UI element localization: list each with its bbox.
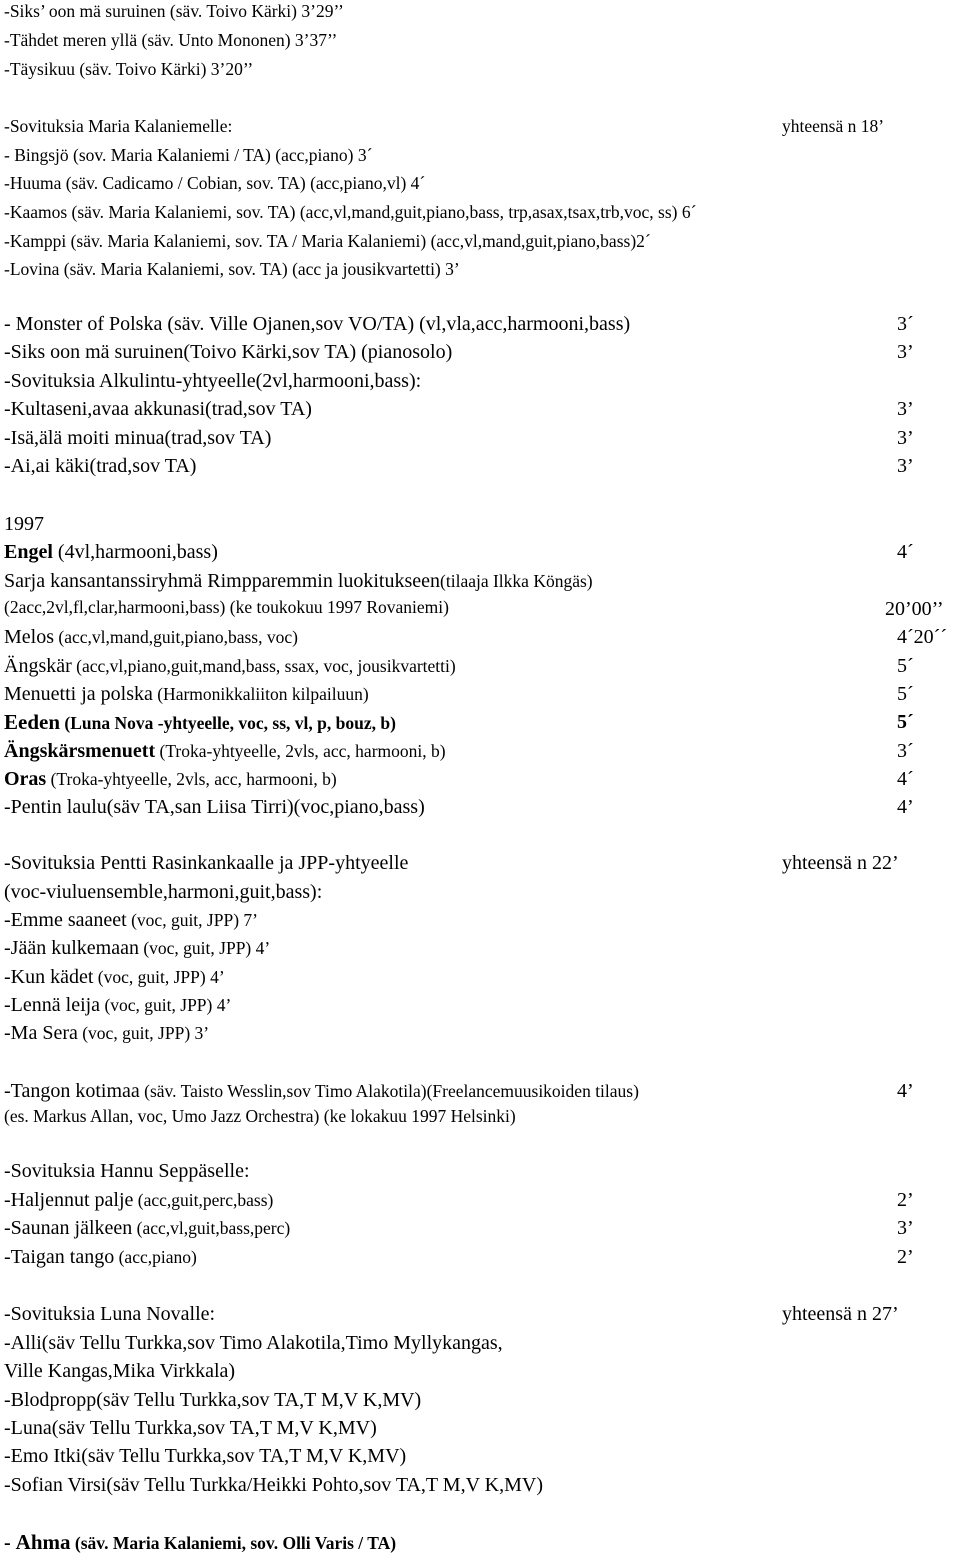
duration: 3’	[897, 427, 914, 449]
total-luna-nova: yhteensä n 27’	[782, 1303, 899, 1325]
line-text: -Ai,ai käki(trad,sov TA)	[4, 455, 197, 477]
work-details: (voc, guit, JPP) 7’	[126, 910, 258, 930]
line-text: -Sovituksia Maria Kalaniemelle:	[4, 116, 233, 136]
work-title: Ängskär	[4, 655, 72, 677]
line-alli	[4, 1333, 503, 1353]
line-alli-cont	[4, 1361, 235, 1381]
duration: 3´	[897, 313, 914, 335]
line-siks-oon-pianosolo	[4, 342, 452, 362]
line-text: -Luna(säv Tellu Turkka,sov TA,T M,V K,MV)	[4, 1417, 377, 1439]
line-taigan-tango	[4, 1247, 197, 1267]
line-emme-saaneet	[4, 910, 258, 930]
work-details: (acc,guit,perc,bass)	[133, 1190, 274, 1210]
line-emo-itki	[4, 1446, 406, 1466]
line-isa-ala-moiti	[4, 428, 271, 448]
work-title: -Lennä leija	[4, 994, 101, 1016]
line-text: -Siks’ oon mä suruinen (säv. Toivo Kärki) 3’29’’	[4, 1, 344, 21]
line-text: -Isä,älä moiti minua(trad,sov TA)	[4, 427, 272, 449]
work-details: (4vl,harmooni,bass)	[52, 541, 218, 563]
work-details: (voc, guit, JPP) 3’	[77, 1023, 210, 1043]
line-text: Ville Kangas,Mika Virkkala)	[4, 1360, 236, 1382]
line-text: -Sovituksia Luna Novalle:	[4, 1303, 216, 1325]
work-details: (voc, guit, JPP) 4’	[138, 938, 271, 958]
work-details: (Luna Nova -yhtyeelle, voc, ss, vl, p, bouz, b)	[60, 713, 396, 733]
work-details: (voc, guit, JPP) 4’	[100, 995, 232, 1015]
line-text: -Siks oon mä suruinen(Toivo Kärki,sov TA) (pianosolo)	[4, 341, 453, 363]
line-kaamos	[4, 204, 696, 222]
line-sovituksia-rasinkangas	[4, 853, 408, 873]
line-pentin-laulu	[4, 797, 425, 817]
line-kamppi	[4, 233, 651, 251]
line-text: -Tähdet meren yllä (säv. Unto Mononen) 3’37’’	[4, 30, 338, 50]
line-text: -Kultaseni,avaa akkunasi(trad,sov TA)	[4, 398, 312, 420]
work-details: (säv. Taisto Wesslin,sov Timo Alakotila)(Freelancemuusikoiden tilaus)	[139, 1081, 639, 1101]
work-title: Ahma	[15, 1530, 71, 1554]
work-details: (acc,piano)	[114, 1247, 197, 1267]
work-title: -Kun kädet	[4, 966, 94, 988]
line-monster-of-polska	[4, 314, 630, 334]
line-text: -Pentin laulu(säv TA,san Liisa Tirri)(voc,piano,bass)	[4, 796, 425, 818]
line-saunan-jalkeen	[4, 1218, 290, 1238]
line-voc-viuluensemble	[4, 882, 322, 902]
duration: 5´	[897, 711, 914, 733]
line-menuetti-ja-polska	[4, 684, 369, 704]
line-text: - Bingsjö (sov. Maria Kalaniemi / TA) (acc,piano) 3´	[4, 145, 373, 165]
line-text: -Sofian Virsi(säv Tellu Turkka/Heikki Pohto,sov TA,T M,V K,MV)	[4, 1474, 543, 1496]
work-title: Engel	[4, 541, 53, 563]
line-markus-allan	[4, 1108, 516, 1126]
line-ahma	[4, 1532, 396, 1553]
work-details: (Harmonikkaliiton kilpailuun)	[152, 684, 369, 704]
duration: 4’	[897, 1080, 914, 1102]
line-text: (voc-viuluensemble,harmoni,guit,bass):	[4, 881, 323, 903]
work-title: Oras	[4, 768, 47, 790]
duration: 3´	[897, 740, 914, 762]
work-details: (acc,vl,guit,bass,perc)	[132, 1218, 291, 1238]
duration: 3’	[897, 455, 914, 477]
line-text: -Sovituksia Pentti Rasinkankaalle ja JPP-yhtyeelle	[4, 852, 409, 874]
line-text: -Kaamos (säv. Maria Kalaniemi, sov. TA) (acc,vl,mand,guit,piano,bass, trp,asax,tsax,trb,voc, ss) 6´	[4, 202, 697, 222]
line-kun-kadet	[4, 967, 225, 987]
line-text: -Emo Itki(säv Tellu Turkka,sov TA,T M,V K,MV)	[4, 1445, 407, 1467]
work-title: Eeden	[4, 710, 61, 734]
work-title: -Jään kulkemaan	[4, 937, 139, 959]
work-title: -Taigan tango	[4, 1246, 115, 1268]
line-ai-ai-kaki	[4, 456, 196, 476]
line-angskar	[4, 656, 456, 676]
line-oras	[4, 769, 337, 789]
total-kalaniemi: yhteensä n 18’	[782, 116, 885, 136]
work-title: -Haljennut palje	[4, 1189, 134, 1211]
line-text: -Alli(säv Tellu Turkka,sov Timo Alakotila,Timo Myllykangas,	[4, 1332, 503, 1354]
line-tahdet	[4, 32, 337, 50]
work-details: (säv. Maria Kalaniemi, sov. Olli Varis / TA)	[70, 1533, 397, 1553]
line-sovituksia-alkulintu	[4, 371, 421, 391]
line-text: -Kamppi (säv. Maria Kalaniemi, sov. TA / Maria Kalaniemi) (acc,vl,mand,guit,piano,bass)2´	[4, 231, 651, 251]
duration: 3’	[897, 1217, 914, 1239]
line-prefix: -	[4, 1532, 16, 1554]
line-taysikuu	[4, 61, 253, 79]
work-title: Sarja kansantanssiryhmä Rimpparemmin luokitukseen	[4, 570, 441, 592]
year-heading	[4, 514, 44, 534]
line-melos	[4, 627, 298, 647]
line-text: (2acc,2vl,fl,clar,harmooni,bass) (ke toukokuu 1997 Rovaniemi)	[4, 597, 449, 617]
line-blodpropp	[4, 1390, 421, 1410]
line-sofian-virsi	[4, 1475, 543, 1495]
work-title: -Saunan jälkeen	[4, 1217, 133, 1239]
work-title: -Tangon kotimaa	[4, 1080, 140, 1102]
line-haljennut-palje	[4, 1190, 273, 1210]
line-engel	[4, 542, 218, 562]
line-luna	[4, 1418, 377, 1438]
line-text: -Huuma (säv. Cadicamo / Cobian, sov. TA) (acc,piano,vl) 4´	[4, 173, 426, 193]
line-huuma	[4, 175, 425, 193]
line-text: (es. Markus Allan, voc, Umo Jazz Orchestra) (ke lokakuu 1997 Helsinki)	[4, 1106, 516, 1126]
work-title: Ängskärsmenuett	[4, 740, 156, 762]
work-details: (acc,vl,piano,guit,mand,bass, ssax, voc, jousikvartetti)	[71, 656, 456, 676]
line-text: -Sovituksia Alkulintu-yhtyeelle(2vl,harmooni,bass):	[4, 370, 422, 392]
duration: 2’	[897, 1189, 914, 1211]
duration: 20’00’’	[885, 598, 944, 620]
line-sovituksia-kalaniemelle	[4, 118, 232, 136]
work-details: (Troka-yhtyeelle, 2vls, acc, harmooni, b)	[155, 741, 446, 761]
line-sovituksia-luna-nova	[4, 1304, 215, 1324]
line-text: -Blodpropp(säv Tellu Turkka,sov TA,T M,V K,MV)	[4, 1389, 422, 1411]
duration: 4´	[897, 768, 914, 790]
line-jaan-kulkemaan	[4, 938, 270, 958]
duration: 4´20´´	[897, 626, 947, 648]
duration: 2’	[897, 1246, 914, 1268]
line-eeden	[4, 712, 396, 733]
line-sarja-instruments	[4, 599, 449, 617]
year-text: 1997	[4, 513, 44, 535]
line-text: -Lovina (säv. Maria Kalaniemi, sov. TA) (acc ja jousikvartetti) 3’	[4, 259, 460, 279]
work-title: -Emme saaneet	[4, 909, 127, 931]
duration: 5´	[897, 683, 914, 705]
line-sovituksia-seppanen	[4, 1161, 250, 1181]
work-title: Melos	[4, 626, 54, 648]
line-kultaseni	[4, 399, 312, 419]
line-sarja-rimpparemmin	[4, 571, 593, 591]
line-ma-sera	[4, 1023, 209, 1043]
line-lovina	[4, 261, 460, 279]
work-details: (voc, guit, JPP) 4’	[93, 967, 225, 987]
line-siks-oon	[4, 3, 344, 21]
line-tangon-kotimaa	[4, 1081, 639, 1101]
duration: 4´	[897, 541, 914, 563]
work-details: (Troka-yhtyeelle, 2vls, acc, harmooni, b)	[46, 769, 337, 789]
line-text: -Täysikuu (säv. Toivo Kärki) 3’20’’	[4, 59, 254, 79]
line-text: - Monster of Polska (säv. Ville Ojanen,sov VO/TA) (vl,vla,acc,harmooni,bass)	[4, 313, 631, 335]
work-title: -Ma Sera	[4, 1022, 78, 1044]
duration: 3’	[897, 341, 914, 363]
line-bingsjo	[4, 147, 372, 165]
work-title: Menuetti ja polska	[4, 683, 153, 705]
work-details: (acc,vl,mand,guit,piano,bass, voc)	[54, 627, 298, 647]
line-angskarsmenuett	[4, 741, 446, 761]
duration: 5´	[897, 655, 914, 677]
line-text: -Sovituksia Hannu Seppäselle:	[4, 1160, 250, 1182]
total-rasinkangas: yhteensä n 22’	[782, 852, 899, 874]
line-lenna-leija	[4, 995, 231, 1015]
work-details: (tilaaja Ilkka Köngäs)	[440, 571, 593, 591]
duration: 3’	[897, 398, 914, 420]
duration: 4’	[897, 796, 914, 818]
